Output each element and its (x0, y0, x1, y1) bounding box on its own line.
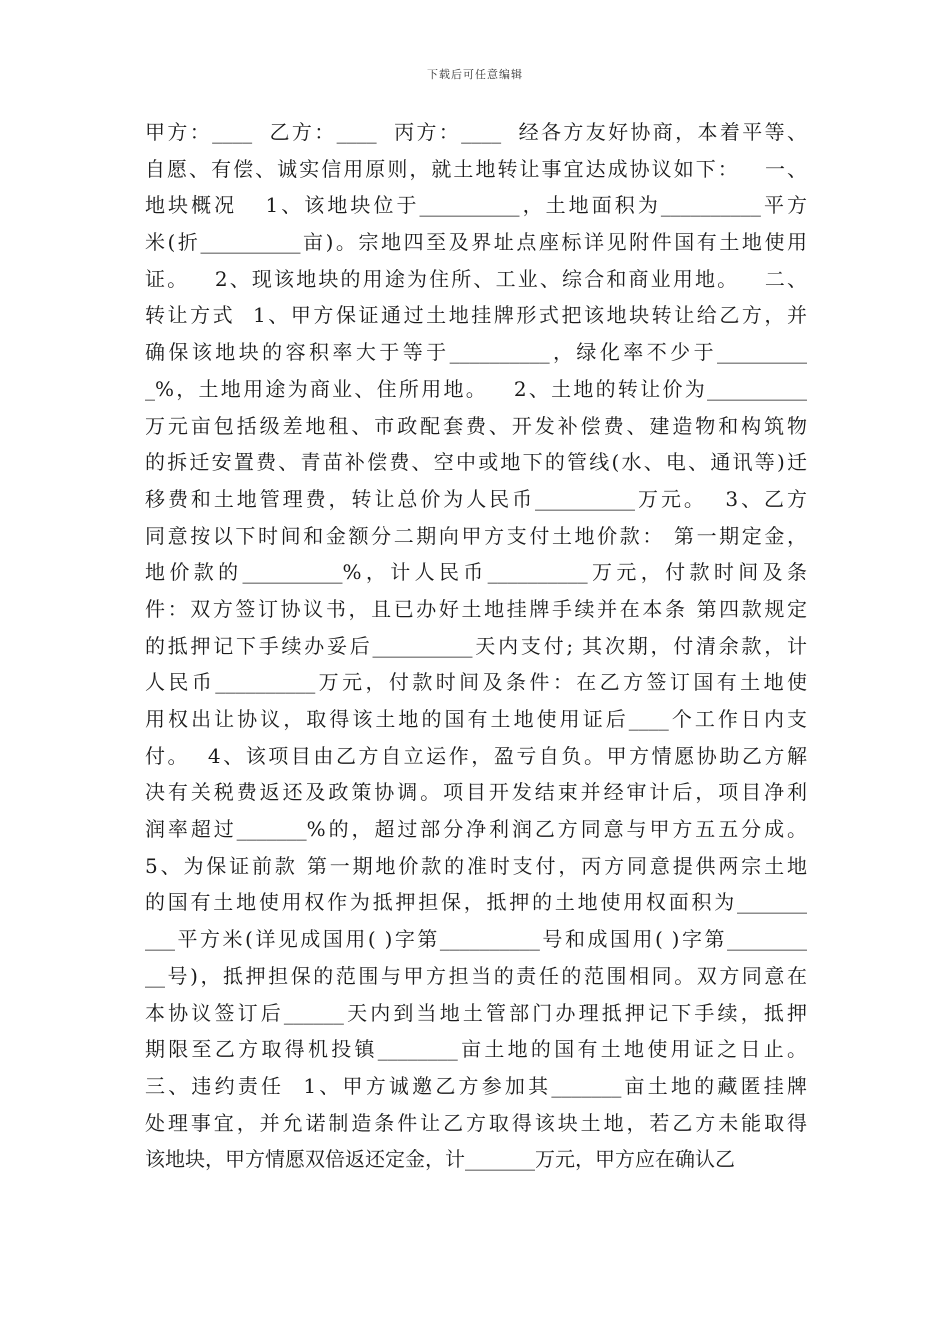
document-line: ___平方米(详见成国用( )字第__________号和成国用( )字第________ (145, 927, 807, 952)
document-line: 的抵押记下手续办妥后__________天内支付; 其次期，付清余款，计 (145, 633, 807, 658)
document-body (145, 114, 807, 1178)
document-line: 地块概况 1、该地块位于__________，土地面积为__________平方 (145, 193, 807, 218)
document-line: 米(折__________亩)。宗地四至及界址点座标详见附件国有土地使用 (145, 230, 807, 255)
document-line: 本协议签订后______天内到当地土管部门办理抵押记下手续，抵押 (145, 1000, 807, 1025)
document-line: 的国有土地使用权作为抵押担保，抵押的土地使用权面积为_______ (145, 890, 807, 915)
document-line: 证。 2、现该地块的用途为住所、工业、综合和商业用地。 二、 (145, 266, 807, 291)
document-line: 同意按以下时间和金额分二期向甲方支付土地价款： 第一期定金， (145, 523, 807, 548)
document-line: 5、为保证前款 第一期地价款的准时支付，丙方同意提供两宗土地 (145, 853, 807, 878)
page-header-note: 下载后可任意编辑 (427, 68, 523, 81)
document-line: 转让方式 1、甲方保证通过土地挂牌形式把该地块转让给乙方，并 (145, 303, 807, 328)
document-line: 移费和土地管理费，转让总价为人民币__________万元。 3、乙方 (145, 486, 807, 511)
document-line: 三、违约责任 1、甲方诚邀乙方参加其_______亩土地的藏匿挂牌 (145, 1073, 807, 1098)
document-line: 确保该地块的容积率大于等于__________，绿化率不少于_________ (145, 340, 807, 365)
document-line: 该地块，甲方情愿双倍返还定金，计_______万元，甲方应在确认乙 (145, 1147, 735, 1172)
document-line: 件：双方签订协议书，且已办好土地挂牌手续并在本条 第四款规定 (145, 596, 807, 621)
document-line: 期限至乙方取得机投镇________亩土地的国有土地使用证之日止。 (145, 1037, 807, 1062)
document-line: 地价款的__________%，计人民币__________万元，付款时间及条 (145, 560, 807, 585)
document-line: 润率超过_______%的，超过部分净利润乙方同意与甲方五五分成。 (145, 817, 807, 842)
document-line: __号)，抵押担保的范围与甲方担当的责任的范围相同。双方同意在 (145, 963, 807, 988)
document-line: 决有关税费返还及政策协调。项目开发结束并经审计后，项目净利 (145, 780, 807, 805)
document-line: 处理事宜，并允诺制造条件让乙方取得该块土地，若乙方未能取得 (145, 1110, 807, 1135)
document-line: 自愿、有偿、诚实信用原则，就土地转让事宜达成协议如下： 一、 (145, 156, 807, 181)
document-line: 付。 4、该项目由乙方自立运作，盈亏自负。甲方情愿协助乙方解 (145, 743, 807, 768)
document-line: 用权出让协议，取得该土地的国有土地使用证后____个工作日内支 (145, 707, 807, 731)
document-line: 甲方：____ 乙方：____ 丙方：____ 经各方友好协商，本着平等、 (145, 120, 807, 144)
document-line: 万元亩包括级差地租、市政配套费、开发补偿费、建造物和构筑物 (145, 413, 807, 438)
document-line: _%，土地用途为商业、住所用地。 2、土地的转让价为__________ (145, 376, 807, 401)
document-line: 的拆迁安置费、青苗补偿费、空中或地下的管线(水、电、通讯等)迁 (145, 450, 807, 475)
document-line: 人民币__________万元，付款时间及条件：在乙方签订国有土地使 (145, 670, 807, 695)
